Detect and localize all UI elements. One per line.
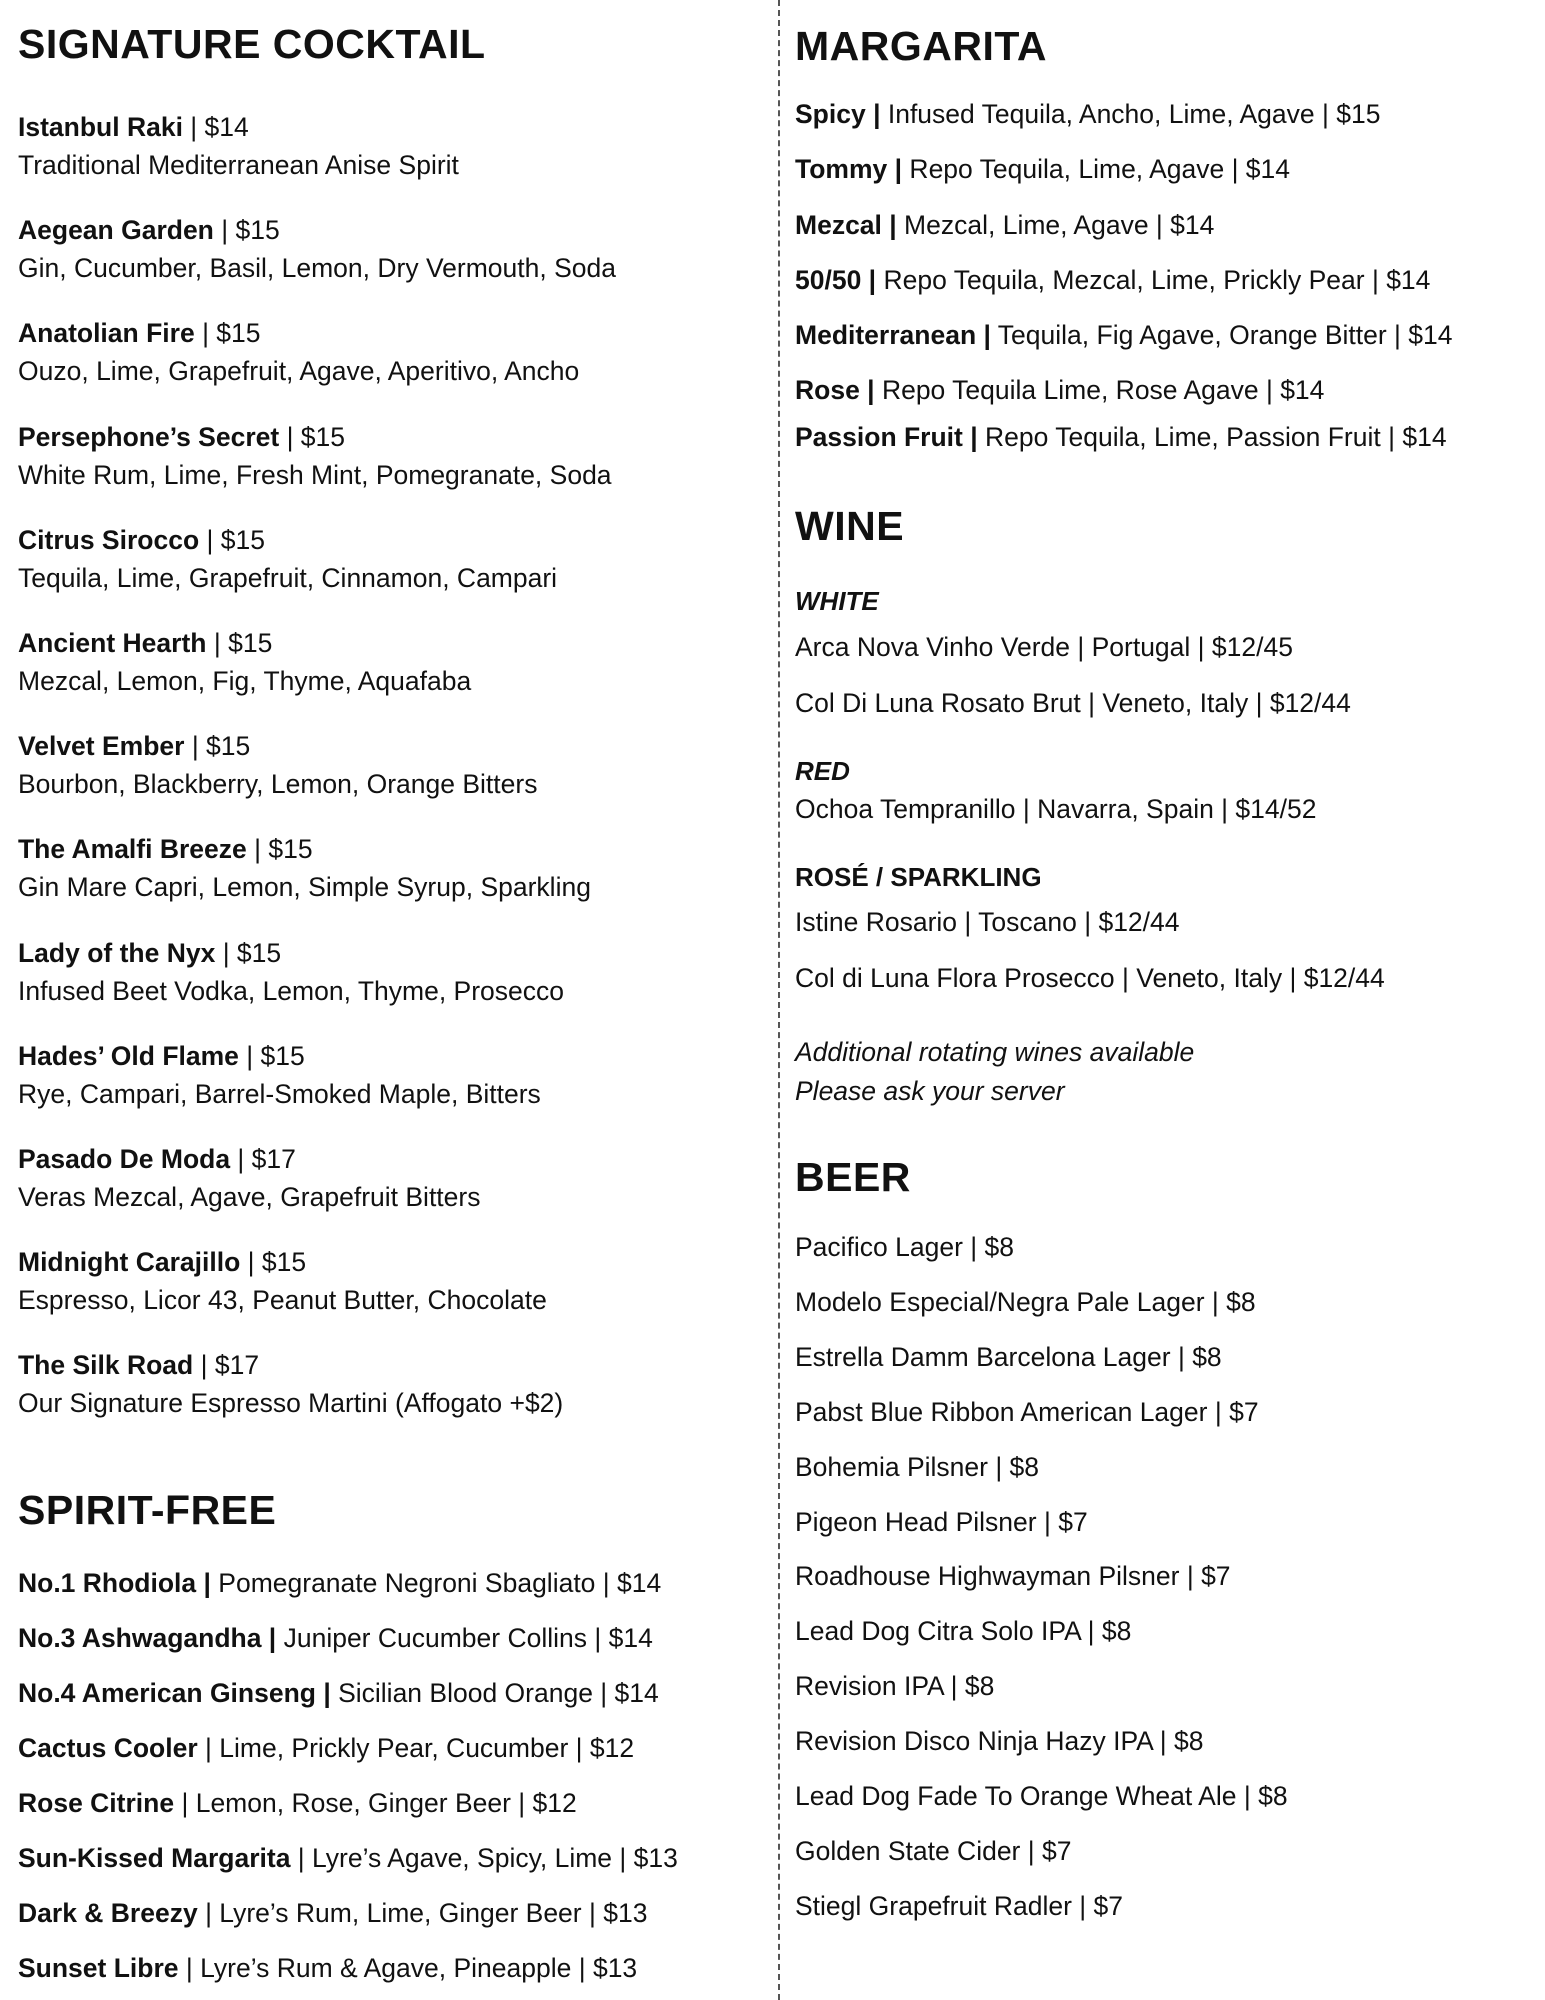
cocktail-description: Tequila, Lime, Grapefruit, Cinnamon, Campari — [18, 563, 558, 593]
cocktail-description: Espresso, Licor 43, Peanut Butter, Chocolate — [18, 1285, 547, 1315]
cocktail-price: | $15 — [279, 422, 346, 452]
beer-item: Pabst Blue Ribbon American Lager | $7 — [795, 1397, 1259, 1427]
cocktail-name: Istanbul Raki — [18, 112, 183, 142]
cocktail-description: Mezcal, Lemon, Fig, Thyme, Aquafaba — [18, 666, 472, 696]
cocktail-name-line — [18, 1249, 306, 1276]
cocktail-price: | $15 — [215, 938, 282, 968]
margarita-details: Repo Tequila, Mezcal, Lime, Prickly Pear | $14 — [876, 265, 1431, 295]
cocktail-name: Pasado De Moda — [18, 1144, 231, 1174]
cocktail-name: Anatolian Fire — [18, 318, 195, 348]
cocktail-price: | $15 — [199, 525, 265, 555]
wine-item: Col di Luna Flora Prosecco | Veneto, Italy | $12/44 — [795, 963, 1385, 993]
spirit-free-item — [18, 1680, 659, 1707]
cocktail-description: Infused Beet Vodka, Lemon, Thyme, Prosecco — [18, 976, 565, 1006]
wine-subtitle-rose-sparkling: ROSÉ / SPARKLING — [795, 862, 1042, 892]
cocktail-description: Veras Mezcal, Agave, Grapefruit Bitters — [18, 1182, 481, 1212]
beer-item: Revision IPA | $8 — [795, 1671, 995, 1701]
cocktail-price: | $17 — [230, 1144, 296, 1174]
cocktail-name-line — [18, 630, 272, 657]
margarita-item — [795, 212, 1214, 239]
cocktail-price: | $15 — [184, 731, 251, 761]
beer-item: Estrella Damm Barcelona Lager | $8 — [795, 1342, 1222, 1372]
wine-item: Ochoa Tempranillo | Navarra, Spain | $14/52 — [795, 794, 1317, 824]
cocktail-price: | $15 — [194, 318, 261, 348]
margarita-details: Repo Tequila, Lime, Agave | $14 — [902, 154, 1291, 184]
margarita-details: Mezcal, Lime, Agave | $14 — [896, 210, 1215, 240]
wine-item: Istine Rosario | Toscano | $12/44 — [795, 907, 1180, 937]
beer-item: Golden State Cider | $7 — [795, 1836, 1072, 1866]
cocktail-description: Gin, Cucumber, Basil, Lemon, Dry Vermouth, Soda — [18, 253, 616, 283]
cocktail-price: | $15 — [206, 628, 273, 658]
spirit-free-details: | Lemon, Rose, Ginger Beer | $12 — [174, 1788, 577, 1818]
spirit-free-details: | Lime, Prickly Pear, Cucumber | $12 — [197, 1733, 635, 1763]
cocktail-price: | $15 — [246, 834, 313, 864]
spirit-free-item — [18, 1790, 577, 1817]
wine-item: Arca Nova Vinho Verde | Portugal | $12/45 — [795, 632, 1293, 662]
cocktail-name-line — [18, 320, 261, 347]
margarita-item — [795, 156, 1290, 183]
beer-item: Roadhouse Highwayman Pilsner | $7 — [795, 1561, 1231, 1591]
spirit-free-name: Sun-Kissed Margarita — [18, 1843, 291, 1873]
beer-item: Pacifico Lager | $8 — [795, 1232, 1015, 1262]
margarita-name: Mediterranean | — [795, 320, 991, 350]
cocktail-name: Ancient Hearth — [18, 628, 207, 658]
cocktail-name-line — [18, 836, 313, 863]
spirit-free-name: No.4 American Ginseng | — [18, 1678, 331, 1708]
margarita-details: Infused Tequila, Ancho, Lime, Agave | $15 — [880, 99, 1381, 129]
cocktail-name: Citrus Sirocco — [18, 525, 200, 555]
beer-item: Modelo Especial/Negra Pale Lager | $8 — [795, 1287, 1256, 1317]
cocktail-name-line — [18, 217, 280, 244]
margarita-name: Mezcal | — [795, 210, 897, 240]
cocktail-description: Rye, Campari, Barrel-Smoked Maple, Bitters — [18, 1079, 541, 1109]
beer-item: Lead Dog Citra Solo IPA | $8 — [795, 1616, 1132, 1646]
margarita-name: 50/50 | — [795, 265, 877, 295]
cocktail-name: Midnight Carajillo — [18, 1247, 241, 1277]
beer-item: Pigeon Head Pilsner | $7 — [795, 1507, 1088, 1537]
section-title-spirit-free: SPIRIT-FREE — [18, 1487, 277, 1533]
spirit-free-item — [18, 1625, 653, 1652]
wine-item: Col Di Luna Rosato Brut | Veneto, Italy | $12/44 — [795, 688, 1351, 718]
cocktail-name-line — [18, 424, 345, 451]
cocktail-name-line — [18, 940, 281, 967]
spirit-free-item — [18, 1570, 661, 1597]
cocktail-name: Lady of the Nyx — [18, 938, 216, 968]
cocktail-name-line — [18, 1043, 305, 1070]
cocktail-description: Bourbon, Blackberry, Lemon, Orange Bitters — [18, 769, 538, 799]
beer-item: Bohemia Pilsner | $8 — [795, 1452, 1040, 1482]
cocktail-description: White Rum, Lime, Fresh Mint, Pomegranate, Soda — [18, 460, 612, 490]
cocktail-name-line — [18, 733, 250, 760]
spirit-free-name: No.1 Rhodiola | — [18, 1568, 211, 1598]
wine-subtitle-red: RED — [795, 756, 850, 786]
cocktail-name: Persephone’s Secret — [18, 422, 280, 452]
section-title-margarita: MARGARITA — [795, 23, 1047, 69]
wine-note-line-2: Please ask your server — [795, 1076, 1065, 1106]
spirit-free-details: | Lyre’s Rum, Lime, Ginger Beer | $13 — [197, 1898, 648, 1928]
spirit-free-item — [18, 1955, 637, 1982]
margarita-details: Tequila, Fig Agave, Orange Bitter | $14 — [990, 320, 1453, 350]
spirit-free-name: Cactus Cooler — [18, 1733, 198, 1763]
margarita-name: Spicy | — [795, 99, 881, 129]
spirit-free-name: Dark & Breezy — [18, 1898, 198, 1928]
spirit-free-item — [18, 1900, 647, 1927]
spirit-free-name: Rose Citrine — [18, 1788, 175, 1818]
cocktail-price: | $15 — [238, 1041, 305, 1071]
spirit-free-details: Pomegranate Negroni Sbagliato | $14 — [210, 1568, 662, 1598]
cocktail-description: Our Signature Espresso Martini (Affogato +$2) — [18, 1388, 564, 1418]
margarita-name: Tommy | — [795, 154, 903, 184]
spirit-free-name: Sunset Libre — [18, 1953, 179, 1983]
margarita-name: Rose | — [795, 375, 875, 405]
section-title-signature-cocktail: SIGNATURE COCKTAIL — [18, 21, 486, 67]
margarita-name: Passion Fruit | — [795, 422, 978, 452]
margarita-item — [795, 322, 1453, 349]
cocktail-description: Traditional Mediterranean Anise Spirit — [18, 150, 459, 180]
spirit-free-details: | Lyre’s Agave, Spicy, Lime | $13 — [290, 1843, 678, 1873]
section-title-wine: WINE — [795, 503, 905, 549]
wine-note-line-1: Additional rotating wines available — [795, 1037, 1195, 1067]
beer-item: Lead Dog Fade To Orange Wheat Ale | $8 — [795, 1781, 1288, 1811]
cocktail-name-line — [18, 114, 249, 141]
margarita-details: Repo Tequila Lime, Rose Agave | $14 — [874, 375, 1325, 405]
spirit-free-details: Juniper Cucumber Collins | $14 — [276, 1623, 653, 1653]
margarita-item — [795, 101, 1380, 128]
cocktail-name-line — [18, 527, 265, 554]
cocktail-price: | $15 — [240, 1247, 307, 1277]
column-divider — [778, 0, 780, 2000]
spirit-free-name: No.3 Ashwagandha | — [18, 1623, 277, 1653]
cocktail-name-line — [18, 1146, 296, 1173]
spirit-free-item — [18, 1845, 678, 1872]
margarita-item — [795, 424, 1447, 451]
spirit-free-details: Sicilian Blood Orange | $14 — [330, 1678, 659, 1708]
spirit-free-item — [18, 1735, 634, 1762]
cocktail-name-line — [18, 1352, 259, 1379]
margarita-details: Repo Tequila, Lime, Passion Fruit | $14 — [977, 422, 1447, 452]
cocktail-description: Gin Mare Capri, Lemon, Simple Syrup, Sparkling — [18, 872, 591, 902]
margarita-item — [795, 267, 1430, 294]
section-title-beer: BEER — [795, 1154, 911, 1200]
cocktail-name: Hades’ Old Flame — [18, 1041, 239, 1071]
beer-item: Revision Disco Ninja Hazy IPA | $8 — [795, 1726, 1204, 1756]
cocktail-price: | $14 — [182, 112, 249, 142]
cocktail-name: Velvet Ember — [18, 731, 185, 761]
wine-subtitle-white: WHITE — [795, 586, 879, 616]
cocktail-name: Aegean Garden — [18, 215, 214, 245]
margarita-item — [795, 377, 1324, 404]
cocktail-price: | $17 — [193, 1350, 260, 1380]
cocktail-name: The Silk Road — [18, 1350, 194, 1380]
cocktail-price: | $15 — [213, 215, 280, 245]
cocktail-description: Ouzo, Lime, Grapefruit, Agave, Aperitivo, Ancho — [18, 356, 580, 386]
spirit-free-details: | Lyre’s Rum & Agave, Pineapple | $13 — [178, 1953, 638, 1983]
cocktail-name: The Amalfi Breeze — [18, 834, 247, 864]
beer-item: Stiegl Grapefruit Radler | $7 — [795, 1891, 1123, 1921]
